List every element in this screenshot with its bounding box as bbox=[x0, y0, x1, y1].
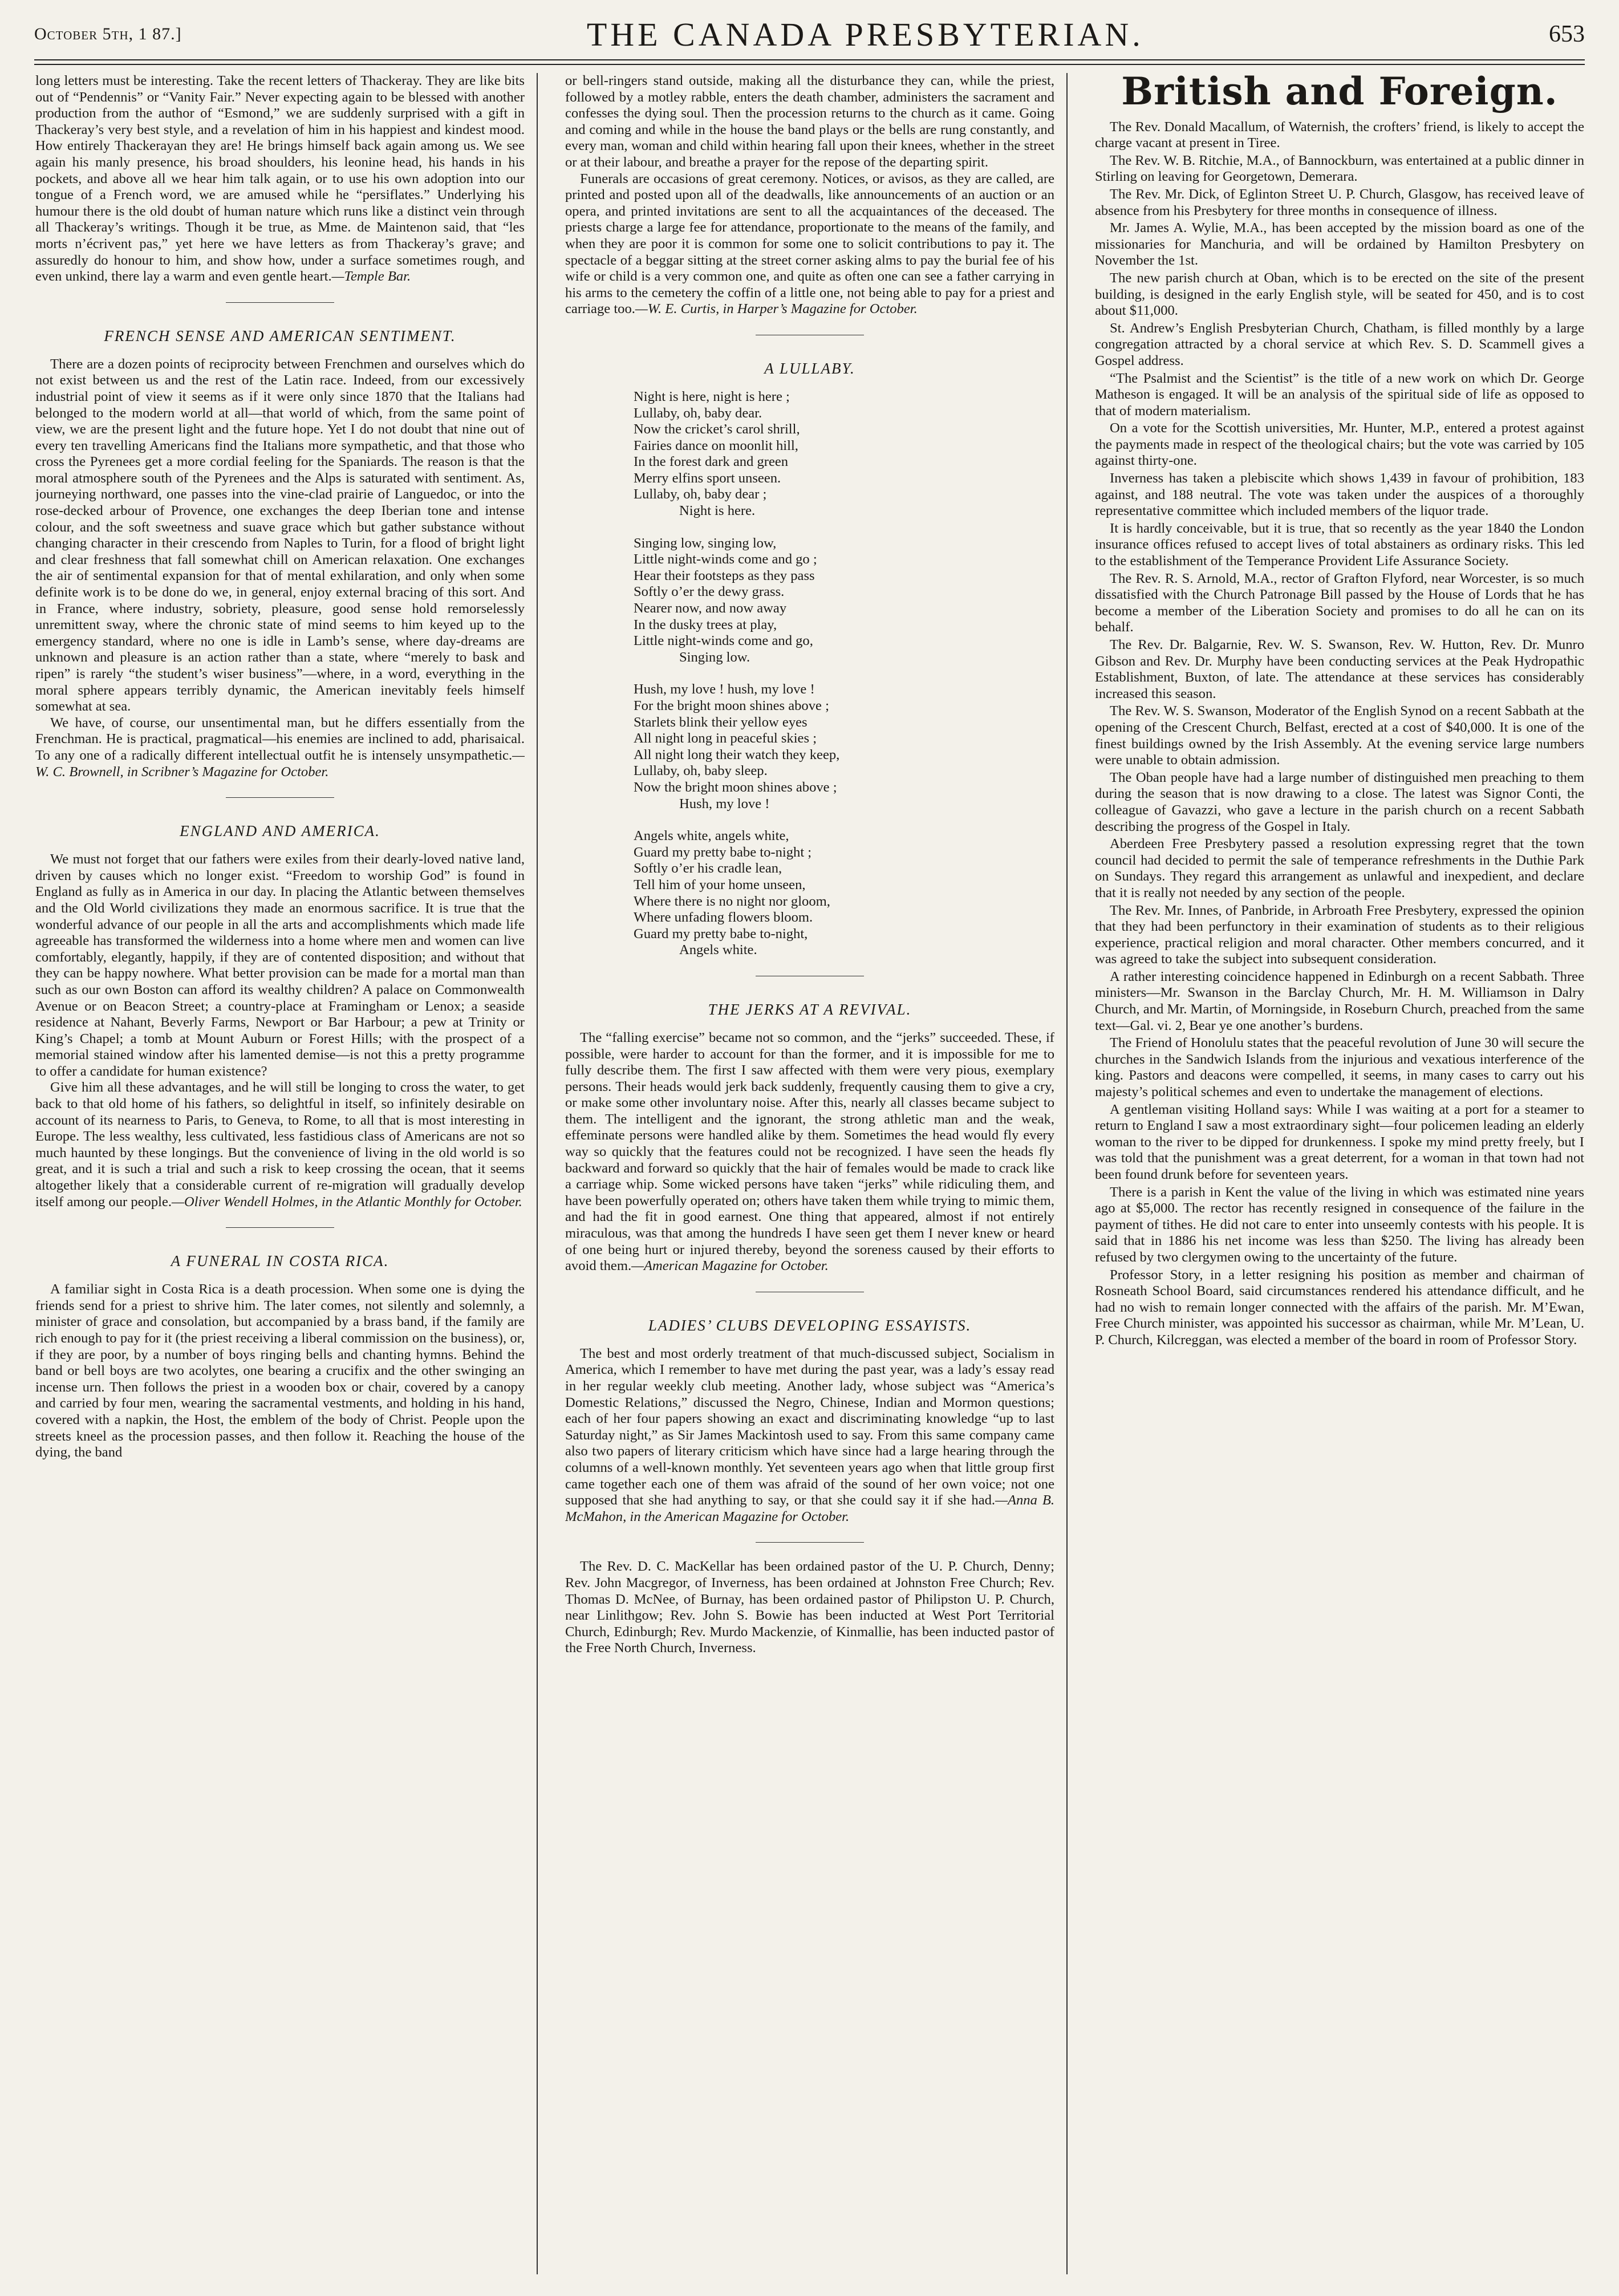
news-item: The Rev. Mr. Dick, of Eglinton Street U. P. Church, Glasgow, has received leave of absence from his Presbytery for three months in consequence of illness. bbox=[1095, 186, 1584, 218]
poem-line: Angels white, angels white, bbox=[634, 828, 789, 844]
article-heading: LADIES’ CLUBS DEVELOPING ESSAYISTS. bbox=[648, 1316, 972, 1334]
poem-line: Angels white. bbox=[679, 942, 757, 958]
article-paragraph: A familiar sight in Costa Rica is a death procession. When some one is dying the friends send for a priest to shrive him. The later comes, not silently and solemnly, a minister of grace and consolation, but accompanied by a brass band, if the family are rich enough to pay for it (the priest receiving a liberal commission on the business), or, if they are poor, by a number of boys ringing bells and chanting hymns. Behind the band or bell boys are two acolytes, one bearing a crucifix and the other swinging an incense urn. Then follows the priest in a wooden box or chair, covered by a canopy and carried by four men, wearing the sacramental vestments, and holding in his hand, covered with a napkin, the Host, the emblem of the body of Christ. People upon the streets kneel as the procession passes, and then follow it. Reaching the house of the dying, the band bbox=[35, 1281, 525, 1461]
poem-line: Lullaby, oh, baby sleep. bbox=[634, 763, 768, 779]
poem-line: Softly o’er his cradle lean, bbox=[634, 861, 782, 877]
news-item: Aberdeen Free Presbytery passed a resolution expressing regret that the town council had decided to permit the sale of temperance refreshments in the Duthie Park on Sundays. They regard this arrangement as unlawful and inexpedient, and declare that it is really not needed by any section of the people. bbox=[1095, 836, 1584, 900]
poem-line: All night long their watch they keep, bbox=[634, 747, 840, 762]
section-rule bbox=[226, 302, 334, 303]
news-item: The Oban people have had a large number of distinguished men preaching to them during the season that is now drawing to a close. The latest was Signor Conti, the colleague of Gavazzi, who gave a lecture in the parish church on a recent Sabbath describing the progress of the Gospel in Italy. bbox=[1095, 769, 1584, 834]
column-right bbox=[1095, 73, 1584, 2274]
news-item: The Rev. R. S. Arnold, M.A., rector of Grafton Flyford, near Worcester, is so much dissatisfied with the Church Patronage Bill passed by the House of Lords that he has become a member of the Liberation Society and promises to do all he can on its behalf. bbox=[1095, 570, 1584, 635]
poem-line: All night long in peaceful skies ; bbox=[634, 731, 817, 747]
news-item: The Friend of Honolulu states that the peaceful revolution of June 30 will secure the churches in the Sandwich Islands from the injurious and vexatious interference of the king. Pastors and deacons were compelled, it seems, in many cases to carry out his majesty’s political schemes and even to undertake the management of elections. bbox=[1095, 1035, 1584, 1100]
header-rule bbox=[34, 59, 1585, 65]
poem-line: Lullaby, oh, baby dear. bbox=[634, 405, 762, 421]
article-paragraph: Funerals are occasions of great ceremony. Notices, or avisos, as they are called, are printed and posted upon all of the deadwalls, like announcements of an auction or an opera, and printed invitations are sent to all the acquaintances of the deceased. The priests charge a large fee for attendance, proportionate to the means of the family, and when they are poor it is common for some one to solicit contributions to pay it. The spectacle of a beggar sitting at the street corner asking alms to pay the burial fee of his wife or child is a very common one, and quite as often one can see a father carrying in his arms to the cemetery the coffin of a little one, not being able to pay for a priest and carriage too.—W. E. Curtis, in Harper’s Magazine for October. bbox=[565, 171, 1054, 317]
article-heading: A FUNERAL IN COSTA RICA. bbox=[171, 1252, 389, 1270]
article-paragraph: There are a dozen points of reciprocity between Frenchmen and ourselves which do not exist between us and the rest of the Latin race. Indeed, from our excessively industrial point of view it seems as if it were only since 1870 that the Italians had belonged to the modern world at all—that world of which, from the same point of view, we are the present light and the future hope. Yet I do not doubt that nine out of every ten travelling Americans find the Italians more sympathetic, and that those who cross the Pyrenees get a more cordial feeling for the Spaniards. The reason is that the moral atmosphere south of the Pyrenees and the Alps is saturated with sentiment. As, journeying northward, one passes into the vine-clad prairie of Languedoc, or into the rose-decked arbour of Provence, one exchanges the deep Iberian tone and intense colour, and the soft sweetness and suave grace which but gather substance without changing character in their crescendo from Naples to Turin, for a flood of bright light and clear freshness that fall somewhat chill on American relaxation. One exchanges the air of sentimental expansion for that of mental exhilaration, and only when some definite work is to be done do we, in general, enjoy external bracing of this sort. And in France, where industry, sobriety, pleasure, good sense hold remorselessly unremittent sway, where the chronic state of mind seems to him keyed up to the emergency standard, where no one is idle in Lamb’s sense, where day-dreams are unknown and pleasure is an action rather than a state, where “merely to bask and ripen” is rarely “the student’s wiser business”—where, in a word, everything in the moral sphere appears terribly dynamic, the American inevitably feels himself somewhat at sea. bbox=[35, 356, 525, 715]
news-item: “The Psalmist and the Scientist” is the title of a new work on which Dr. George Matheson is engaged. It will be an analysis of the spiritual side of life as opposed to that of modern materialism. bbox=[1095, 370, 1584, 419]
article-paragraph: Give him all these advantages, and he will still be longing to cross the water, to get back to that old home of his fathers, so delightful in itself, so infinitely desirable on account of its nearness to Paris, to Geneva, to Rome, to all that is most interesting in Europe. The less wealthy, less cultivated, less fastidious class of Americans are not so much haunted by these longings. But the convenience of living in the old world is so great, and it is such a trial and such a risk to keep crossing the ocean, that it seems altogether likely that a considerable current of re-migration will gradually develop itself among our people.—Oliver Wendell Holmes, in the Atlantic Monthly for October. bbox=[35, 1080, 525, 1210]
article-attribution: —Temple Bar. bbox=[331, 269, 411, 285]
poem-line: Fairies dance on moonlit hill, bbox=[634, 437, 798, 453]
news-item: Inverness has taken a plebiscite which shows 1,439 in favour of prohibition, 183 against, and 188 neutral. The vote was taken under the auspices of a thoroughly representative committee which included members of the liquor trade. bbox=[1095, 470, 1584, 519]
article-ordinations bbox=[565, 1559, 1054, 1657]
article-paragraph: The best and most orderly treatment of that much-discussed subject, Socialism in America, which I remember to have met during the past year, was a lady’s essay read in her regular weekly club meeting. Another lady, whose subject was “America’s Domestic Relations,” discussed the Negro, Chinese, Indian and Mormon questions; each of her four papers showing an exact and discriminating knowledge “up to last Saturday night,” as Sir James Mackintosh used to say. From this same company came also two papers of literary criticism which have since had a large hearing through the columns of a well-known monthly. Yet seventeen years ago when that little group first came together each one of them was afraid of the sound of her own voice; not one supposed that she had anything to say, or that she could say it if she had.—Anna B. McMahon, in the American Magazine for October. bbox=[565, 1345, 1054, 1524]
poem-stanza bbox=[634, 682, 1054, 812]
news-item: The Rev. W. B. Ritchie, M.A., of Bannockburn, was entertained at a public dinner in Stirling on leaving for Georgetown, Demerara. bbox=[1095, 152, 1584, 185]
poem-heading: A LULLABY. bbox=[764, 359, 855, 377]
poem-line: Little night-winds come and go ; bbox=[634, 551, 817, 567]
news-item: Professor Story, in a letter resigning his position as member and chairman of Rosneath School Board, said circumstances rendered his attendance difficult, and he had no wish to remain longer connected with the affairs of the parish. Mr. M’Ewan, Free Church minister, was appointed his successor as chairman, while Mr. M’Lean, U. P. Church, Kilcreggan, was elected a member of the board in room of Professor Story. bbox=[1095, 1267, 1584, 1348]
poem-stanza bbox=[634, 389, 1054, 520]
news-item: St. Andrew’s English Presbyterian Church, Chatham, is filled monthly by a large congregation attracted by a choral service at which Rev. S. D. Scammell gives a Gospel address. bbox=[1095, 320, 1584, 368]
news-items bbox=[1095, 119, 1584, 1349]
article-paragraph: The “falling exercise” became not so common, and the “jerks” succeeded. These, if possible, were harder to account for than the former, and it is impossible for me to fully describe them. The first I saw affected with them were very pious, exemplary persons. Their heads would jerk back suddenly, frequently causing them to give a cry, or make some other involuntary noise. After this, nearly all classes became subject to them. The intelligent and the ignorant, the strong athletic man and the weak, effeminate persons were handled alike by them. Sometimes the head would fly every way so quickly that the features could not be recognized. I have seen the heads fly backward and forward so quickly that the hair of females would be made to crack like a carriage whip. Some wicked persons have taken “jerks” while ridiculing them, and have been powerfully operated on; others have taken them while trying to mimic them, and had the fit in good earnest. One thing that appeared, almost if not entirely miraculous, was that among the hundreds I have seen get them I never knew or heard of one being hurt or injured thereby, beyond the soreness caused by their efforts to avoid them.—American Magazine for October. bbox=[565, 1029, 1054, 1274]
article-paragraph: We have, of course, our unsentimental man, but he differs essentially from the Frenchman. He is practical, pragmatical—his enemies are inclined to add, pharisaical. To any one of a radically different intellectual outfit he is intensely unsympathetic.—W. C. Brownell, in Scribner’s Magazine for October. bbox=[35, 715, 525, 780]
column-left bbox=[35, 73, 525, 2274]
poem-stanza bbox=[634, 828, 1054, 959]
poem-line: Merry elfins sport unseen. bbox=[634, 470, 781, 486]
poem-line: Where there is no night nor gloom, bbox=[634, 893, 830, 909]
news-item: The Rev. Donald Macallum, of Waternish, the crofters’ friend, is likely to accept the charge vacant at present in Tiree. bbox=[1095, 119, 1584, 151]
article-attribution: —W. C. Brownell, in Scribner’s Magazine for October. bbox=[35, 747, 525, 780]
issue-date: October 5th, 1 87.] bbox=[34, 25, 182, 43]
news-item: Mr. James A. Wylie, M.A., has been accepted by the mission board as one of the missionaries for Manchuria, and will be ordained by Hamilton Presbytery on November the 1st. bbox=[1095, 220, 1584, 269]
poem-line: Starlets blink their yellow eyes bbox=[634, 714, 808, 730]
column-middle bbox=[565, 73, 1054, 2274]
poem-line: Now the bright moon shines above ; bbox=[634, 779, 837, 795]
article-jerks bbox=[565, 1030, 1054, 1275]
news-item: The new parish church at Oban, which is to be erected on the site of the present building, is designed in the early English style, will be seated for 450, and is to cost about $11,000. bbox=[1095, 270, 1584, 319]
poem-line: Nearer now, and now away bbox=[634, 601, 787, 616]
article-funeral-continued bbox=[565, 73, 1054, 318]
article-funeral bbox=[35, 1281, 525, 1461]
article-heading: THE JERKS AT A REVIVAL. bbox=[708, 1000, 912, 1018]
article-heading: ENGLAND AND AMERICA. bbox=[180, 822, 380, 840]
article-paragraph: We must not forget that our fathers were exiles from their dearly-loved native land, driven by causes which no longer exist. “Freedom to worship God” is found in England as fully as in America in our day. In placing the Atlantic between themselves and the Old World civilizations they made an enormous sacrifice. It is true that the wonderful advance of our people in all the arts and accomplishments which made life agreeable has transformed the wilderness into a home where men and women can live comfortably, elegantly, happily, if they are of contented disposition; and without that they can be happy nowhere. What better provision can be made for a mortal man than such as our own Boston can afford its wealthy children? A palace on Commonwealth Avenue or on Beacon Street; a country-place at Framingham or Lenox; a seaside residence at Nahant, Beverly Farms, Newport or Bar Harbour; a pew at Trinity or King’s Chapel; a tomb at Mount Auburn or Forest Hills; with the prospect of a memorial stained window after his lamented demise—is not this a pretty programme to offer a candidate for human existence? bbox=[35, 851, 525, 1079]
poem-line: Night is here, night is here ; bbox=[634, 388, 790, 404]
poem-line: Guard my pretty babe to-night, bbox=[634, 926, 808, 942]
poem-line: Tell him of your home unseen, bbox=[634, 877, 806, 893]
section-rule bbox=[226, 1227, 334, 1228]
news-item: A gentleman visiting Holland says: While I was waiting at a port for a steamer to return to England I saw a most extraordinary sight—four policemen leading an elderly woman to the river to be dipped for drunkenness. I spoke my mind pretty freely, but I was told that the punishment was a great deterrent, for a woman in that town had not been found drunk before for seventeen years. bbox=[1095, 1101, 1584, 1182]
news-item: A rather interesting coincidence happened in Edinburgh on a recent Sabbath. Three ministers—Mr. Swanson in the Barclay Church, Mr. H. M. Williamson in Dalry Church, and Mr. Martin, of Morningside, in Roseburn Church, preached from the same text—Gal. vi. 2, Bear ye one another’s burdens. bbox=[1095, 968, 1584, 1033]
poem-line: Now the cricket’s carol shrill, bbox=[634, 421, 800, 437]
poem-line: Where unfading flowers bloom. bbox=[634, 910, 813, 926]
article-heading: FRENCH SENSE AND AMERICAN SENTIMENT. bbox=[104, 327, 456, 344]
running-head bbox=[34, 10, 1585, 58]
news-item: The Rev. W. S. Swanson, Moderator of the English Synod on a recent Sabbath at the opening of the Crescent Church, Belfast, erected at a cost of $40,000. It is one of the finest buildings owned by the Irish Assembly. At the evening service large numbers were unable to obtain admission. bbox=[1095, 703, 1584, 768]
article-paragraph: or bell-ringers stand outside, making all the disturbance they can, while the priest, followed by a motley rabble, enters the death chamber, administers the sacrament and confesses the dying soul. Then the procession returns to the church as it came. Going and coming and while in the house the band plays or the bells are rung constantly, and every man, woman and child within hearing fall upon their knees, whether in the street or at their labour, and breathe a prayer for the repose of the departing spirit. bbox=[565, 73, 1054, 170]
poem-line: In the forest dark and green bbox=[634, 454, 789, 470]
article-french-sense bbox=[35, 356, 525, 780]
page-number: 653 bbox=[1549, 21, 1585, 47]
article-ladies-clubs bbox=[565, 1346, 1054, 1526]
poem-line: Singing low, singing low, bbox=[634, 535, 777, 551]
poem-stanza bbox=[634, 536, 1054, 666]
article-attribution: —Anna B. McMahon, in the American Magazine for October. bbox=[565, 1492, 1054, 1524]
poem-line: Lullaby, oh, baby dear ; bbox=[634, 486, 767, 502]
poem-line: Hush, my love ! hush, my love ! bbox=[634, 682, 815, 697]
news-item: The Rev. Mr. Innes, of Panbride, in Arbroath Free Presbytery, expressed the opinion that they had been perfunctory in their examination of students as to their religious experience, practical religion and moral character. Other members concurred, and it was agreed to take the subject into subsequent consideration. bbox=[1095, 902, 1584, 967]
poem-line: In the dusky trees at play, bbox=[634, 616, 777, 632]
poem-line: Hear their footsteps as they pass bbox=[634, 567, 815, 583]
poem-lullaby bbox=[634, 389, 1054, 959]
article-thackeray bbox=[35, 73, 525, 285]
poem-line: Little night-winds come and go, bbox=[634, 633, 813, 649]
poem-line: Singing low. bbox=[679, 649, 750, 665]
article-england-america bbox=[35, 851, 525, 1210]
news-item: There is a parish in Kent the value of the living in which was estimated nine years ago at $5,000. The rector has recently resigned in consequence of the failure in the payment of tithes. He did not care to enter into unseemly contests with his people. It is said that in 1886 his net income was less than $250. The living has already been refused by two clergymen owing to the uncertainty of the future. bbox=[1095, 1184, 1584, 1265]
section-title: British and Foreign. bbox=[1121, 73, 1558, 113]
article-paragraph: The Rev. D. C. MacKellar has been ordained pastor of the U. P. Church, Denny; Rev. John Macgregor, of Inverness, has been ordained at Johnston Free Church; Rev. Thomas D. McNee, of Burnay, has been ordained pastor of Philipston U. P. Church, near Linlithgow; Rev. John S. Bowie has been inducted at West Port Territorial Church, Edinburgh; Rev. Murdo Mackenzie, of Kinmallie, has been inducted pastor of the Free North Church, Inverness. bbox=[565, 1559, 1054, 1656]
poem-line: Night is here. bbox=[679, 503, 756, 519]
poem-line: For the bright moon shines above ; bbox=[634, 698, 829, 713]
article-attribution: —Oliver Wendell Holmes, in the Atlantic Monthly for October. bbox=[172, 1194, 522, 1210]
news-item: On a vote for the Scottish universities, Mr. Hunter, M.P., entered a protest against the payments made in respect of the theological chairs; but the vote was carried by 105 against thirty-one. bbox=[1095, 420, 1584, 469]
poem-line: Guard my pretty babe to-night ; bbox=[634, 844, 812, 860]
column-divider bbox=[537, 73, 538, 2274]
news-item: It is hardly conceivable, but it is true, that so recently as the year 1840 the London insurance offices refused to accept lives of total abstainers as ordinary risks. This led to the establishment of the Temperance Provident Life Assurance Society. bbox=[1095, 520, 1584, 569]
poem-line: Softly o’er the dewy grass. bbox=[634, 584, 785, 600]
masthead-title: THE CANADA PRESBYTERIAN. bbox=[586, 15, 1144, 53]
article-paragraph: long letters must be interesting. Take the recent letters of Thackeray. They are like bits out of “Pendennis” or “Vanity Fair.” Never expecting again to be blessed with another production from the author of “Esmond,” we are suddenly surprised with a gift in Thackeray’s very best style, and a revelation of him in his happiest and kindest mood. How entirely Thackerayan they are! He brings himself back again among us. We see again his manly presence, his broad shoulders, his leonine head, his hands in his pockets, and above all we hear him talk again, or to use his own adoption into our tongue of a French word, we are amused while he “persiflates.” Underlying his humour there is the old doubt of human nature which runs like a distinct vein through all Thackeray’s writings. Though it be true, as Mme. de Maintenon said, that “les morts n’écrivent pas,” yet here we have letters as from Thackeray’s grave; and assuredly do honour to him, and show how, under a surface sometimes rough, and even unkind, there lay a warm and even gentle heart.—Temple Bar. bbox=[35, 73, 525, 285]
article-attribution: —W. E. Curtis, in Harper’s Magazine for October. bbox=[635, 301, 918, 317]
section-rule bbox=[756, 1542, 864, 1543]
news-item: The Rev. Dr. Balgarnie, Rev. W. S. Swanson, Rev. W. Hutton, Rev. Dr. Munro Gibson and Rev. Dr. Murphy have been conducting services at the Peak Hydropathic Establishment, Buxton, of late. The attendance at these services has considerably increased this season. bbox=[1095, 637, 1584, 701]
section-rule bbox=[226, 797, 334, 798]
column-divider bbox=[1066, 73, 1068, 2274]
poem-line: Hush, my love ! bbox=[679, 796, 770, 812]
article-attribution: —American Magazine for October. bbox=[631, 1258, 829, 1274]
